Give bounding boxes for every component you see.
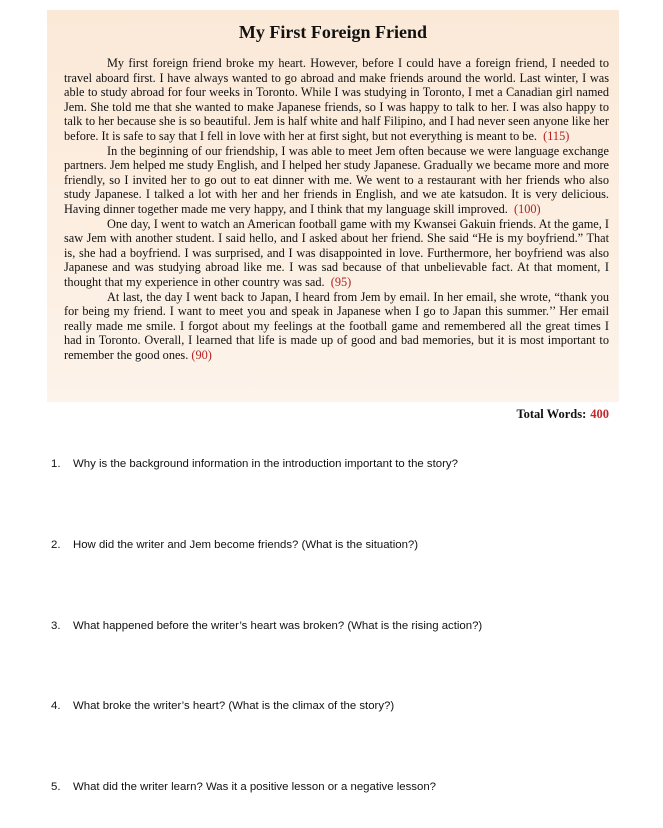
word-count: (90): [191, 347, 212, 362]
question-text: What broke the writer’s heart? (What is the climax of the story?): [73, 700, 395, 712]
total-words-value: 400: [590, 407, 609, 421]
word-count: (95): [330, 274, 352, 289]
question-number: 1.: [51, 458, 61, 470]
paragraph-3: [64, 217, 609, 290]
paragraph-1: [64, 56, 609, 144]
paragraph-2: [64, 144, 609, 217]
question-number: 4.: [51, 700, 61, 712]
question-text: How did the writer and Jem become friends? (What is the situation?): [73, 539, 419, 551]
total-words-label: Total Words:: [516, 407, 587, 421]
question-1: [51, 457, 458, 471]
question-number: 2.: [51, 539, 61, 551]
paragraph-text: One day, I went to watch an American football game with my Kwansei Gakuin friends. At the game, I saw Jem with another student. I said hello, and I asked about her friend. She said “He is my boyfriend.” That is, she had a boyfriend. I was surprised, and I was disappointed in love. Furthermore, her boyfriend was also Japanese and was studying abroad like me. I was sad because of that unbelievable fact. At that moment, I thought that my experience in other country was sad.: [64, 216, 609, 289]
question-4: [51, 699, 394, 713]
question-2: [51, 538, 418, 552]
question-text: What did the writer learn? Was it a positive lesson or a negative lesson?: [73, 781, 436, 793]
essay-body: [64, 56, 609, 362]
question-number: 5.: [51, 781, 61, 793]
paragraph-text: My first foreign friend broke my heart. However, before I could have a foreign friend, I needed to travel aboard first. I have always wanted to go abroad and make friends around the world. Last winter, I was able to study abroad for four weeks in Toronto. While I was studying in Toronto, I met a Canadian girl named Jem. She told me that she wanted to make Japanese friends, so I was happy to talk to her. I was also happy to talk to her because she is so beautiful. Jem is half white and half Filipino, and I had never seen anyone like her before. It is safe to say that I fell in love with her at first sight, but not everything is meant to be.: [64, 56, 609, 143]
paragraph-text: At last, the day I went back to Japan, I heard from Jem by email. In her email, she wrote, “thank you for being my friend. I want to meet you and speak in Japanese when I go to Japan this summer.’’ Her email really made me smile. I forgot about my feelings at the football game and remembered all the great times I had in Toronto. Overall, I learned that life is made up of good and bad memories, but it is most important to remember the good ones.: [64, 289, 609, 362]
word-count: (115): [543, 128, 570, 143]
question-5: [51, 780, 436, 794]
essay-title: My First Foreign Friend: [238, 22, 428, 42]
question-text: Why is the background information in the introduction important to the story?: [73, 458, 458, 470]
question-3: [51, 619, 482, 633]
total-words: [516, 407, 609, 422]
paragraph-text: In the beginning of our friendship, I was able to meet Jem often because we were language exchange partners. Jem helped me study English, and I helped her study Japanese. Gradually we became more and more friendly, so I invited her to go out to eat dinner with me. We went to a restaurant with her friends who also study Japanese. I talked a lot with her and her friends in English, and we ate katsudon. It is very delicious. Having dinner together made me very happy, and I think that my language skill improved.: [64, 143, 609, 216]
question-text: What happened before the writer’s heart was broken? (What is the rising action?): [73, 620, 483, 632]
paragraph-4: [64, 290, 609, 363]
word-count: (100): [513, 201, 541, 216]
question-number: 3.: [51, 620, 61, 632]
